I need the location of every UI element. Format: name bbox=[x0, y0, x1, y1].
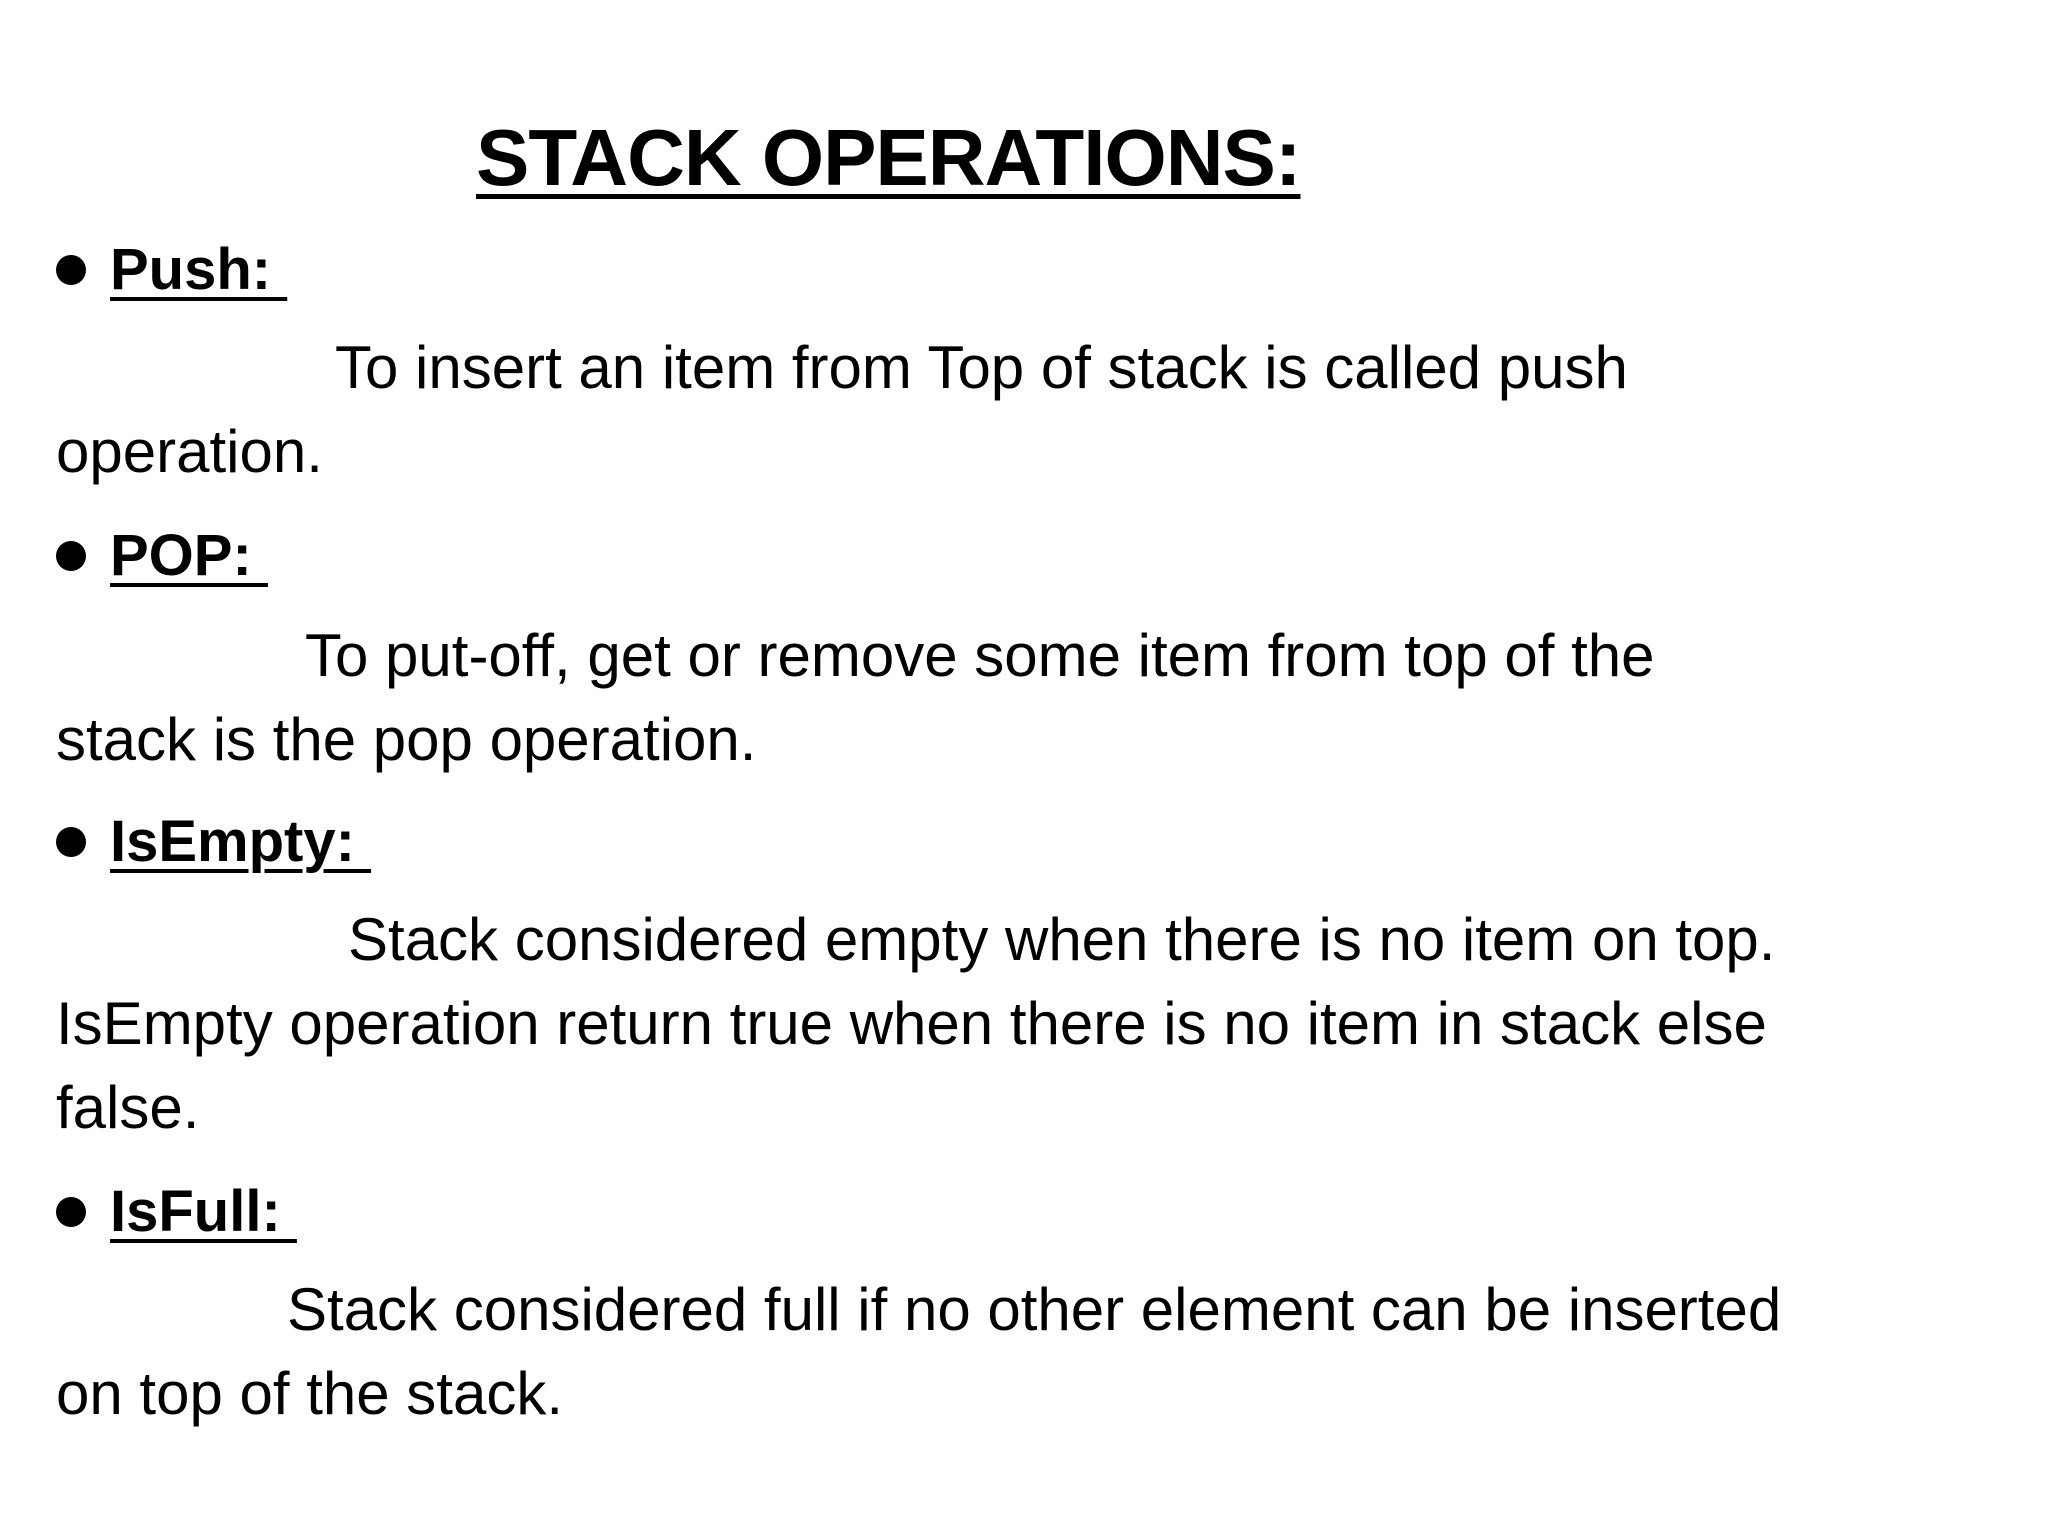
section-text-line: IsEmpty operation return true when there is no item in stack else bbox=[56, 990, 1767, 1057]
section-heading-label: Push: bbox=[110, 237, 288, 302]
bullet-icon bbox=[56, 827, 86, 857]
section-text-line: Stack considered empty when there is no item on top. bbox=[348, 906, 1776, 973]
section-text-line: stack is the pop operation. bbox=[56, 706, 757, 773]
section-text-line: To insert an item from Top of stack is called push bbox=[335, 334, 1628, 401]
section-heading-label: POP: bbox=[110, 523, 268, 588]
section-heading-pop bbox=[56, 516, 268, 596]
section-text-line: To put-off, get or remove some item from top of the bbox=[305, 622, 1655, 689]
section-heading-label: IsFull: bbox=[110, 1179, 297, 1244]
section-heading-isfull bbox=[56, 1172, 297, 1252]
section-text-line: on top of the stack. bbox=[56, 1360, 563, 1427]
section-text-line: false. bbox=[56, 1074, 200, 1141]
section-heading-isempty bbox=[56, 802, 371, 882]
page-title: STACK OPERATIONS: bbox=[476, 113, 1301, 202]
bullet-icon bbox=[56, 1197, 86, 1227]
section-heading-push bbox=[56, 230, 287, 310]
bullet-icon bbox=[56, 255, 86, 285]
section-text-line: operation. bbox=[56, 418, 323, 485]
bullet-icon bbox=[56, 541, 86, 571]
section-text-line: Stack considered full if no other element can be inserted bbox=[287, 1276, 1782, 1343]
section-heading-label: IsEmpty: bbox=[110, 809, 372, 874]
